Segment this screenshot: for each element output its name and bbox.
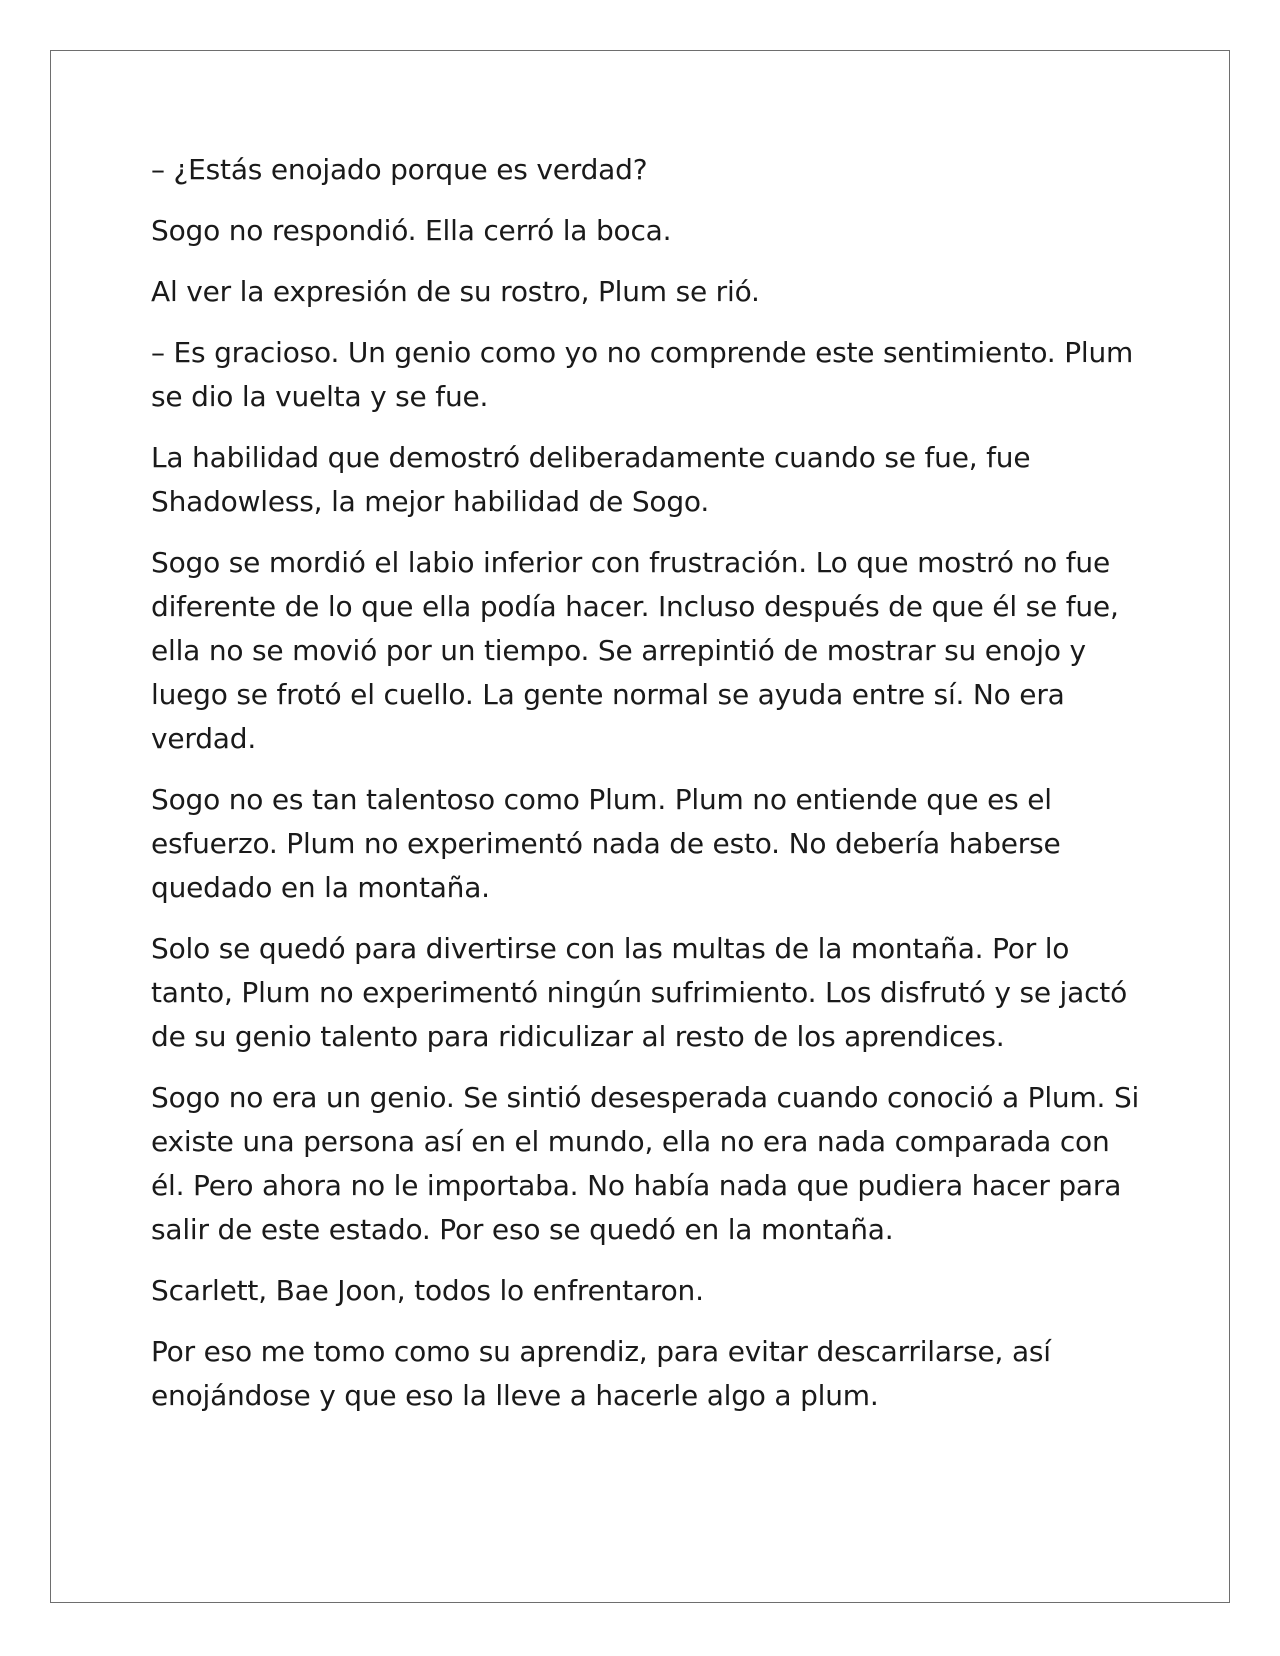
paragraph-9: Sogo no era un genio. Se sintió desesperada cuando conoció a Plum. Si existe una persona así en el mundo, ella no era nada comparada con él. Pero ahora no le importaba. No había nada que pudiera hacer para salir de este estado. Por eso se quedó en la montaña. [151,1081,1140,1246]
document-body [151,148,1141,1435]
paragraph-6: Sogo se mordió el labio inferior con frustración. Lo que mostró no fue diferente de lo que ella podía hacer. Incluso después de que él se fue, ella no se movió por un tiempo. Se arrepintió de mostrar su enojo y luego se frotó el cuello. La gente normal se ayuda entre sí. No era verdad. [151,546,1119,755]
paragraph-7: Sogo no es tan talentoso como Plum. Plum no entiende que es el esfuerzo. Plum no experimentó nada de esto. No debería haberse quedado en la montaña. [151,783,1061,904]
paragraph-8: Solo se quedó para divertirse con las multas de la montaña. Por lo tanto, Plum no experimentó ningún sufrimiento. Los disfrutó y se jactó de su genio talento para ridiculizar al resto de los aprendices. [151,932,1127,1053]
paragraph-11: Por eso me tomo como su aprendiz, para evitar descarrilarse, así enojándose y que eso la lleve a hacerle algo a plum. [151,1335,1051,1412]
paragraph-4: – Es gracioso. Un genio como yo no comprende este sentimiento. Plum se dio la vuelta y se fue. [151,336,1134,413]
paragraph-1: – ¿Estás enojado porque es verdad? [151,153,648,186]
paragraph-10: Scarlett, Bae Joon, todos lo enfrentaron. [151,1274,704,1307]
paragraph-2: Sogo no respondió. Ella cerró la boca. [151,214,672,247]
paragraph-5: La habilidad que demostró deliberadamente cuando se fue, fue Shadowless, la mejor habilidad de Sogo. [151,441,1031,518]
paragraph-3: Al ver la expresión de su rostro, Plum se rió. [151,275,760,308]
